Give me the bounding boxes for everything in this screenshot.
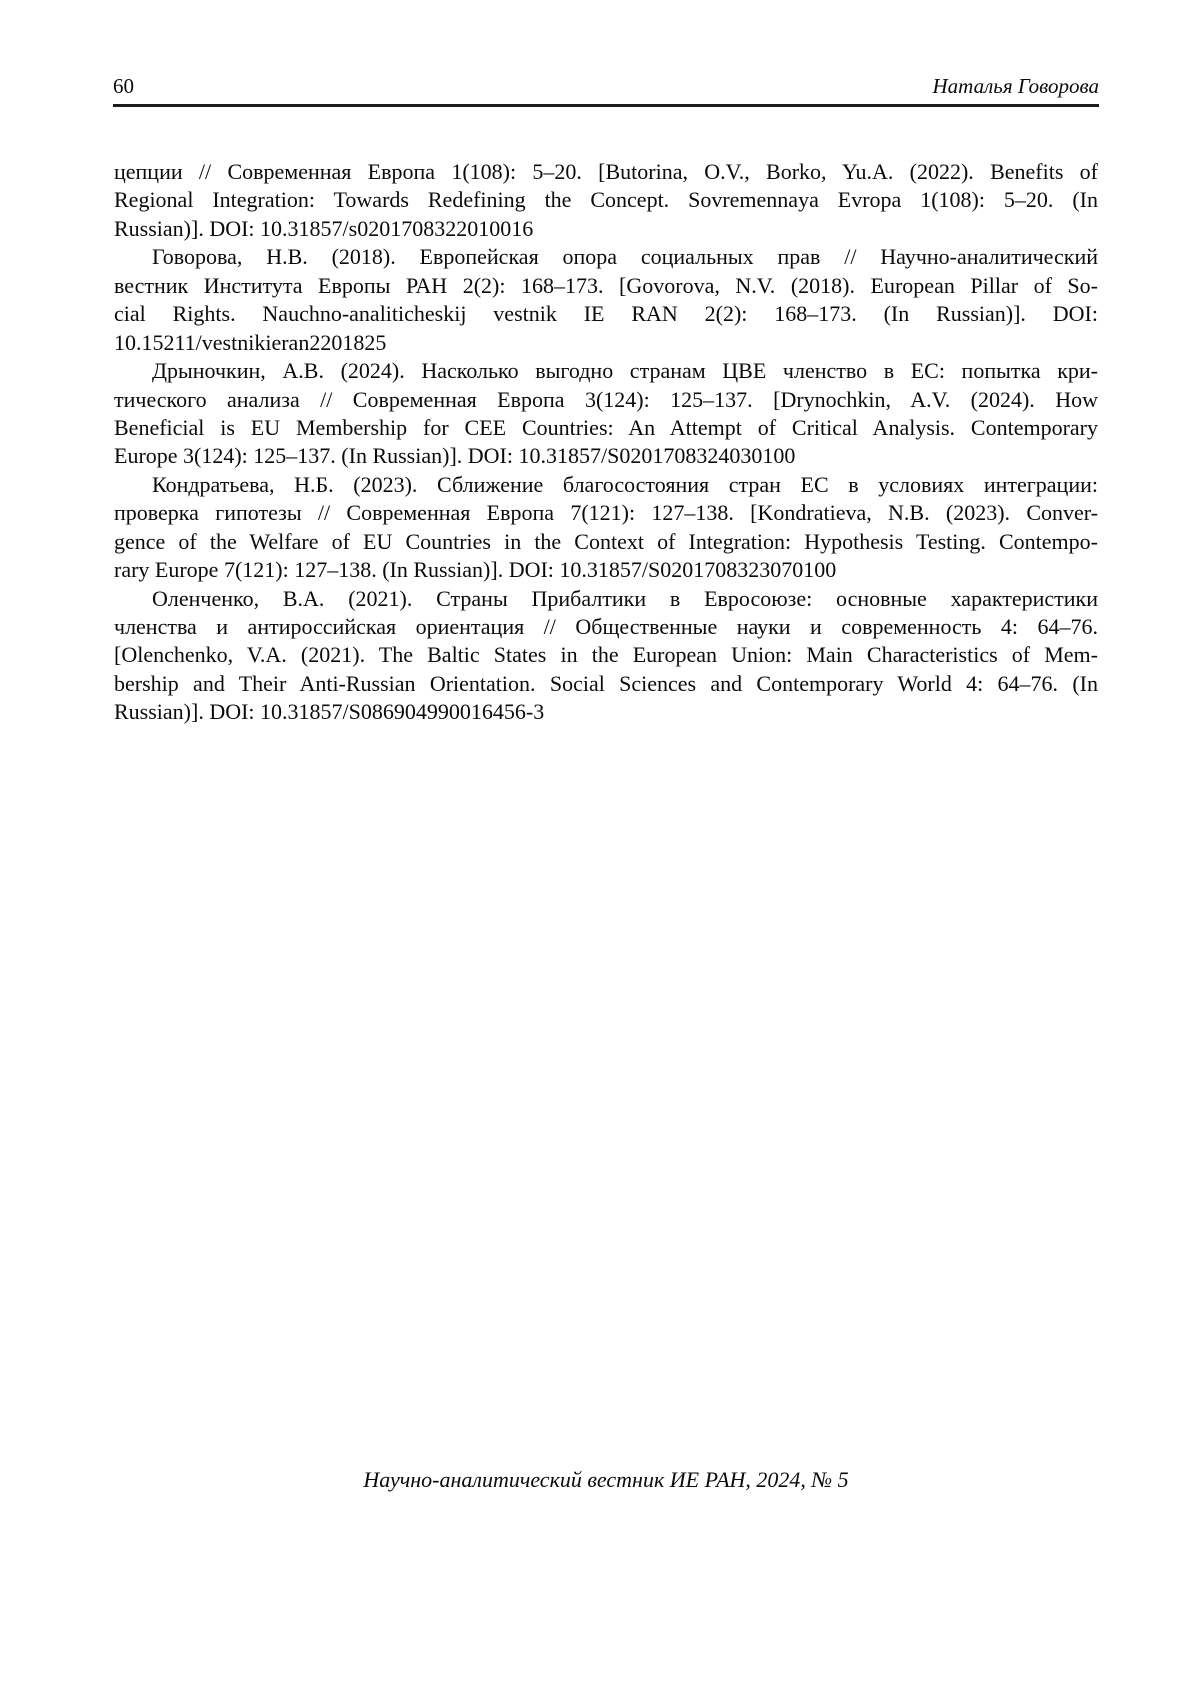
reference-entry bbox=[114, 357, 1098, 471]
page-footer bbox=[114, 1467, 1098, 1493]
reference-line: cial Rights. Nauchno-analiticheskij vestnik IE RAN 2(2): 168–173. (In Russian)]. DOI: bbox=[114, 301, 1098, 327]
running-head-author: Наталья Говорова bbox=[932, 74, 1099, 98]
reference-line: bership and Their Anti-Russian Orientation. Social Sciences and Contemporary World 4: 64–76. (In bbox=[114, 670, 1098, 696]
reference-line: проверка гипотезы // Современная Европа 7(121): 127–138. [Kondratieva, N.B. (2023). Conver- bbox=[114, 500, 1098, 526]
reference-line: gence of the Welfare of EU Countries in the Context of Integration: Hypothesis Testing. Contempo- bbox=[114, 528, 1098, 554]
reference-line: Говорова, Н.В. (2018). Европейская опора социальных прав // Научно-аналитический bbox=[152, 244, 1098, 270]
reference-line: 10.15211/vestnikieran2201825 bbox=[114, 329, 387, 355]
page-header bbox=[113, 74, 1099, 107]
reference-line: Russian)]. DOI: 10.31857/s0201708322010016 bbox=[114, 215, 534, 241]
reference-line: Beneficial is EU Membership for CEE Countries: An Attempt of Critical Analysis. Contemporary bbox=[114, 414, 1098, 440]
reference-line: Кондратьева, Н.Б. (2023). Сближение благосостояния стран ЕС в условиях интеграции: bbox=[152, 471, 1098, 497]
reference-line: rary Europe 7(121): 127–138. (In Russian)]. DOI: 10.31857/S0201708323070100 bbox=[114, 557, 837, 583]
reference-entry bbox=[114, 243, 1098, 357]
reference-line: Russian)]. DOI: 10.31857/S086904990016456-3 bbox=[114, 699, 545, 725]
journal-footer-text: Научно-аналитический вестник ИЕ РАН, 2024, № 5 bbox=[363, 1467, 849, 1492]
reference-line: Оленченко, В.А. (2021). Страны Прибалтики в Евросоюзе: основные характеристики bbox=[152, 585, 1098, 611]
references-list bbox=[114, 158, 1098, 727]
reference-entry bbox=[114, 471, 1098, 585]
reference-entry bbox=[114, 585, 1098, 727]
reference-line: тического анализа // Современная Европа 3(124): 125–137. [Drynochkin, A.V. (2024). How bbox=[114, 386, 1098, 412]
reference-line: Europe 3(124): 125–137. (In Russian)]. DOI: 10.31857/S0201708324030100 bbox=[114, 443, 796, 469]
reference-line: [Olenchenko, V.A. (2021). The Baltic States in the European Union: Main Characteristics of Mem- bbox=[114, 642, 1098, 668]
reference-line: Regional Integration: Towards Redefining the Concept. Sovremennaya Evropa 1(108): 5–20. (In bbox=[114, 187, 1098, 213]
reference-line: членства и антироссийская ориентация // Общественные науки и современность 4: 64–76. bbox=[114, 614, 1098, 639]
reference-line: вестник Института Европы РАН 2(2): 168–173. [Govorova, N.V. (2018). European Pillar of So- bbox=[114, 272, 1098, 298]
page-number: 60 bbox=[113, 74, 134, 98]
reference-line: Дрыночкин, А.В. (2024). Насколько выгодно странам ЦВЕ членство в ЕС: попытка кри- bbox=[152, 358, 1098, 384]
reference-entry bbox=[114, 158, 1098, 243]
reference-line: цепции // Современная Европа 1(108): 5–20. [Butorina, O.V., Borko, Yu.A. (2022). Benefits of bbox=[114, 159, 1098, 184]
